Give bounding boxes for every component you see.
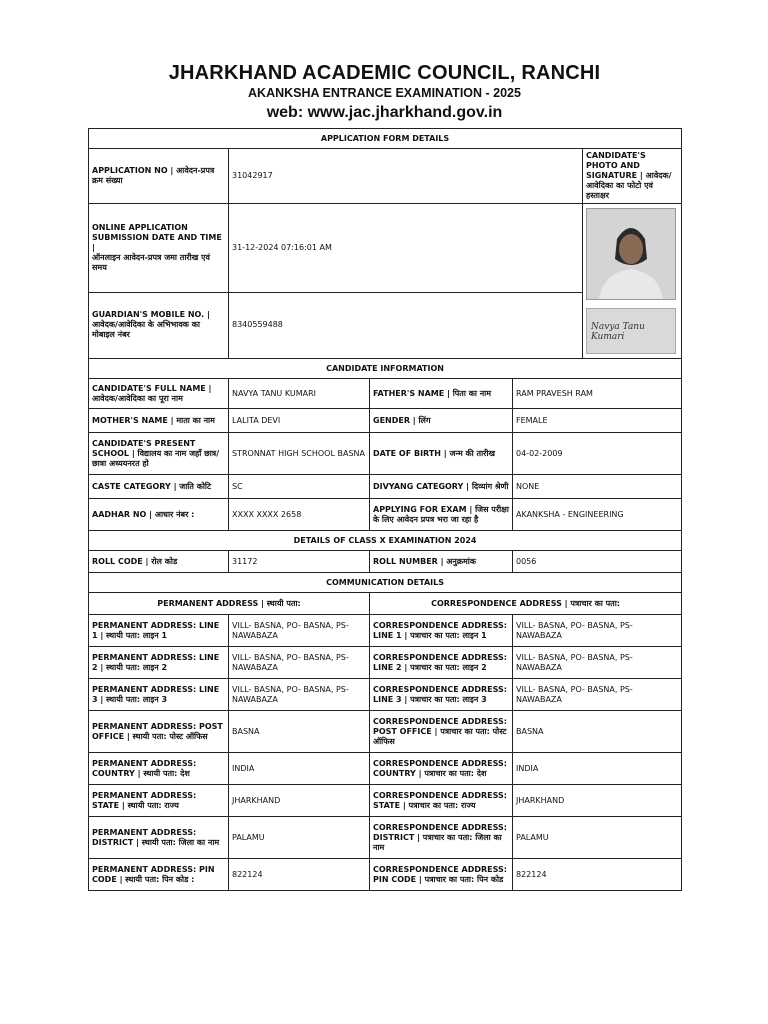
- school-label: CANDIDATE'S PRESENT SCHOOL | विद्यालय का नाम जहाँ छात्र/ छात्रा अध्ययनरत हो: [89, 433, 229, 475]
- corr-district-value: PALAMU: [513, 817, 682, 859]
- perm-line1-label: PERMANENT ADDRESS: LINE 1 | स्थायी पता: लाइन 1: [89, 615, 229, 647]
- full-name-label: CANDIDATE'S FULL NAME | आवेदक/आवेदिका का पूरा नाम: [89, 379, 229, 409]
- school-value: STRONNAT HIGH SCHOOL BASNA: [229, 433, 370, 475]
- dob-value: 04-02-2009: [513, 433, 682, 475]
- roll-number-value: 0056: [513, 551, 682, 573]
- perm-district-label: PERMANENT ADDRESS: DISTRICT | स्थायी पता: जिला का नाम: [89, 817, 229, 859]
- perm-district-value: PALAMU: [229, 817, 370, 859]
- aadhar-label: AADHAR NO | आधार नंबर :: [89, 499, 229, 531]
- candidate-photo-icon: [587, 209, 675, 299]
- website-text: web: www.jac.jharkhand.gov.in: [266, 104, 503, 121]
- photo-signature-cell: [583, 204, 682, 359]
- mother-name-label: MOTHER'S NAME | माता का नाम: [89, 409, 229, 433]
- corr-state-value: JHARKHAND: [513, 785, 682, 817]
- caste-value: SC: [229, 475, 370, 499]
- caste-label: CASTE CATEGORY | जाति कोटि: [89, 475, 229, 499]
- candidate-signature: [586, 308, 676, 354]
- app-no-value: 31042917: [229, 149, 583, 204]
- aadhar-value: XXXX XXXX 2658: [229, 499, 370, 531]
- father-name-label: FATHER'S NAME | पिता का नाम: [370, 379, 513, 409]
- correspondence-address-header: CORRESPONDENCE ADDRESS | पत्राचार का पता:: [370, 593, 682, 615]
- exam-applied-label: APPLYING FOR EXAM | जिस परीक्षा के लिए आवेदन प्रपत्र भरा जा रहा है: [370, 499, 513, 531]
- perm-state-value: JHARKHAND: [229, 785, 370, 817]
- perm-country-label: PERMANENT ADDRESS: COUNTRY | स्थायी पता: देश: [89, 753, 229, 785]
- gender-value: FEMALE: [513, 409, 682, 433]
- section-application-form: APPLICATION FORM DETAILS: [89, 129, 682, 149]
- corr-line2-value: VILL- BASNA, PO- BASNA, PS- NAWABAZA: [513, 647, 682, 679]
- roll-number-label: ROLL NUMBER | अनुक्रमांक: [370, 551, 513, 573]
- submission-label: [89, 204, 229, 293]
- corr-line3-label: CORRESPONDENCE ADDRESS: LINE 3 | पत्राचार का पता: लाइन 3: [370, 679, 513, 711]
- submission-label-hi: ऑनलाइन आवेदन-प्रपत्र जमा तारीख एवं समय: [92, 252, 210, 272]
- guardian-mobile-value: 8340559488: [229, 292, 583, 358]
- corr-post-office-label: CORRESPONDENCE ADDRESS: POST OFFICE | पत्राचार का पता: पोस्ट ऑफिस: [370, 711, 513, 753]
- signature-text: Navya Tanu Kumari: [591, 322, 645, 342]
- app-no-label: APPLICATION NO | आवेदन-प्रपत्र क्रम संख्या: [89, 149, 229, 204]
- full-name-value: NAVYA TANU KUMARI: [229, 379, 370, 409]
- corr-country-value: INDIA: [513, 753, 682, 785]
- perm-country-value: INDIA: [229, 753, 370, 785]
- perm-line3-value: VILL- BASNA, PO- BASNA, PS- NAWABAZA: [229, 679, 370, 711]
- gender-label: GENDER | लिंग: [370, 409, 513, 433]
- dob-label: DATE OF BIRTH | जन्म की तारीख: [370, 433, 513, 475]
- candidate-photo: [586, 208, 676, 300]
- father-name-value: RAM PRAVESH RAM: [513, 379, 682, 409]
- perm-post-office-value: BASNA: [229, 711, 370, 753]
- corr-country-label: CORRESPONDENCE ADDRESS: COUNTRY | पत्राचार का पता: देश: [370, 753, 513, 785]
- submission-label-en: ONLINE APPLICATION SUBMISSION DATE AND TIME |: [92, 222, 222, 252]
- corr-line2-label: CORRESPONDENCE ADDRESS: LINE 2 | पत्राचार का पता: लाइन 2: [370, 647, 513, 679]
- mother-name-value: LALITA DEVI: [229, 409, 370, 433]
- submission-value: 31-12-2024 07:16:01 AM: [229, 204, 583, 293]
- divyang-label: DIVYANG CATEGORY | दिव्यांग श्रेणी: [370, 475, 513, 499]
- section-class-x: DETAILS OF CLASS X EXAMINATION 2024: [89, 531, 682, 551]
- photo-label: CANDIDATE'S PHOTO AND SIGNATURE | आवेदक/आवेदिका का फोटो एवं हस्ताक्षर: [583, 149, 682, 204]
- divyang-value: NONE: [513, 475, 682, 499]
- corr-pin-label: CORRESPONDENCE ADDRESS: PIN CODE | पत्राचार का पता: पिन कोड: [370, 859, 513, 891]
- permanent-address-header: PERMANENT ADDRESS | स्थायी पता:: [89, 593, 370, 615]
- exam-applied-value: AKANKSHA - ENGINEERING: [513, 499, 682, 531]
- corr-post-office-value: BASNA: [513, 711, 682, 753]
- corr-state-label: CORRESPONDENCE ADDRESS: STATE | पत्राचार का पता: राज्य: [370, 785, 513, 817]
- perm-state-label: PERMANENT ADDRESS: STATE | स्थायी पता: राज्य: [89, 785, 229, 817]
- corr-line3-value: VILL- BASNA, PO- BASNA, PS- NAWABAZA: [513, 679, 682, 711]
- application-form-table: [88, 128, 682, 891]
- exam-title: AKANKSHA ENTRANCE EXAMINATION - 2025: [248, 86, 521, 100]
- perm-line2-label: PERMANENT ADDRESS: LINE 2 | स्थायी पता: लाइन 2: [89, 647, 229, 679]
- perm-pin-label: PERMANENT ADDRESS: PIN CODE | स्थायी पता: पिन कोड :: [89, 859, 229, 891]
- perm-post-office-label: PERMANENT ADDRESS: POST OFFICE | स्थायी पता: पोस्ट ऑफिस: [89, 711, 229, 753]
- corr-line1-value: VILL- BASNA, PO- BASNA, PS- NAWABAZA: [513, 615, 682, 647]
- section-communication: COMMUNICATION DETAILS: [89, 573, 682, 593]
- perm-pin-value: 822124: [229, 859, 370, 891]
- section-candidate-information: CANDIDATE INFORMATION: [89, 359, 682, 379]
- corr-district-label: CORRESPONDENCE ADDRESS: DISTRICT | पत्राचार का पता: जिला का नाम: [370, 817, 513, 859]
- perm-line3-label: PERMANENT ADDRESS: LINE 3 | स्थायी पता: लाइन 3: [89, 679, 229, 711]
- perm-line2-value: VILL- BASNA, PO- BASNA, PS- NAWABAZA: [229, 647, 370, 679]
- perm-line1-value: VILL- BASNA, PO- BASNA, PS- NAWABAZA: [229, 615, 370, 647]
- corr-line1-label: CORRESPONDENCE ADDRESS: LINE 1 | पत्राचार का पता: लाइन 1: [370, 615, 513, 647]
- roll-code-value: 31172: [229, 551, 370, 573]
- corr-pin-value: 822124: [513, 859, 682, 891]
- guardian-mobile-label: GUARDIAN'S MOBILE NO. | आवेदक/आवेदिका के अभिभावक का मोबाइल नंबर: [89, 292, 229, 358]
- council-title: JHARKHAND ACADEMIC COUNCIL, RANCHI: [168, 62, 601, 84]
- roll-code-label: ROLL CODE | रोल कोड: [89, 551, 229, 573]
